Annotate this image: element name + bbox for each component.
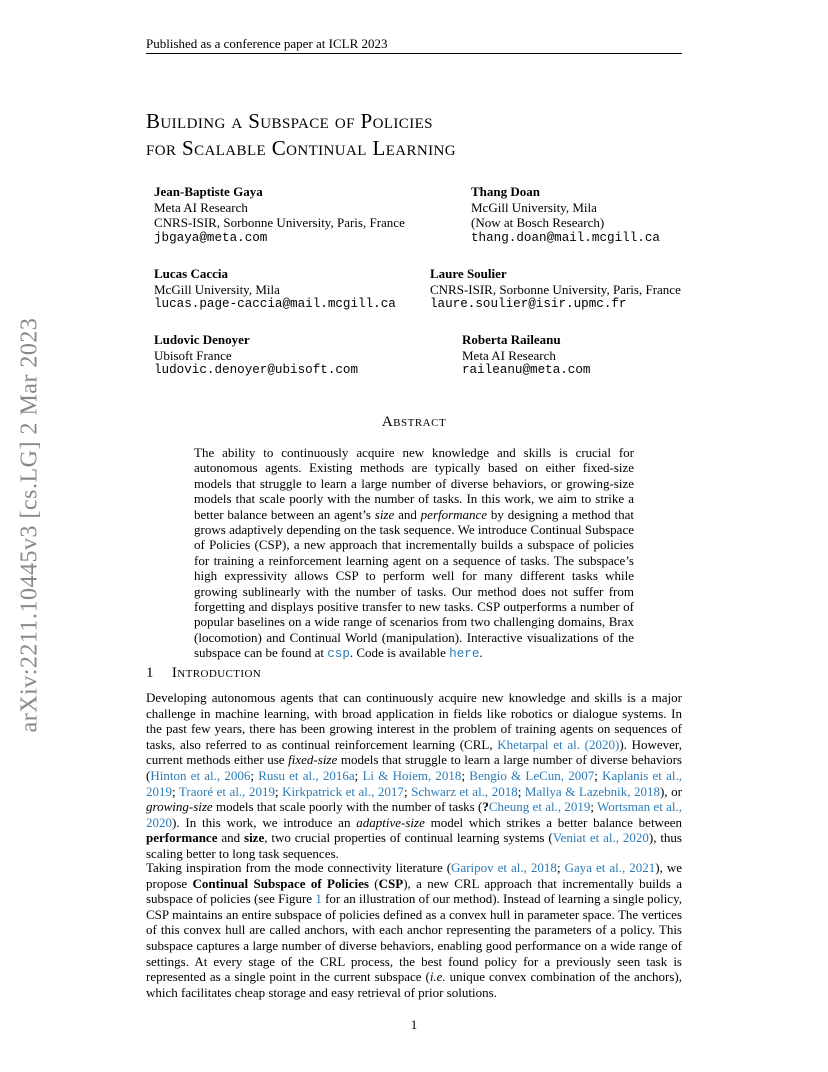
body-text: and xyxy=(217,830,245,846)
arxiv-stamp xyxy=(10,290,50,760)
citation-link[interactable]: Khetarpal et al. (2020) xyxy=(497,736,620,752)
body-text: Taking inspiration from the mode connectivity literature ( xyxy=(146,860,452,875)
author-name: Ludovic Denoyer xyxy=(154,332,250,347)
citation-link[interactable]: Hinton et al., 2006 xyxy=(150,767,251,783)
body-emphasis: growing-size xyxy=(146,799,213,815)
author-block xyxy=(462,332,590,379)
paper-title xyxy=(146,108,456,162)
author-name: Thang Doan xyxy=(471,184,540,199)
body-strong: size xyxy=(244,830,265,846)
citation-link[interactable]: Kaplanis et al., 2019 xyxy=(146,767,682,799)
abstract-body xyxy=(194,445,634,663)
author-affiliation: McGill University, Mila xyxy=(471,199,597,215)
abstract-heading: Abstract xyxy=(381,414,447,430)
code-link[interactable]: here xyxy=(449,647,480,662)
author-email[interactable]: lucas.page-caccia@mail.mcgill.ca xyxy=(154,297,396,311)
author-email[interactable]: ludovic.denoyer@ubisoft.com xyxy=(154,363,359,377)
author-affiliation: Meta AI Research xyxy=(462,347,556,363)
author-name: Jean-Baptiste Gaya xyxy=(154,184,263,199)
author-block xyxy=(154,332,358,379)
abstract-text: by designing a method that grows adaptively depending on the task sequence. We introduce Continual Subspace of Policies (CSP), a new approach that incrementally builds a subspace of policies for training a reinforcement learning agent on a sequence of tasks. The subspace’s high expressivity allows CSP to perform well for many different tasks while growing sublinearly with the number of tasks. Our method does not suffer from forgetting and displays positive transfer to new tasks. CSP outperforms a number of popular baselines on a wide range of scenarios from two challenging domains, Brax (locomotion) and Continual World (manipulation). Interactive visualizations of the subspace can be found at xyxy=(194,506,634,661)
body-text: ), we propose xyxy=(146,860,683,891)
intro-paragraph: Taking inspiration from the mode connectivity literature (Garipov et al., 2018; Gaya et al., 2021), we propose Continual Subspace of Policies (CSP), a new CRL approach that incrementally builds a subspace of policies (see Figure 1 for an illustration of our method). Instead of learning a single policy, CSP maintains an entire subspace of policies defined as a convex hull in parameter space. The vertices of this convex hull are called anchors, with each anchor representing the parameters of a policy. This subspace captures a large number of diverse behaviors, enabling good performance on a wide range of settings. At every stage of the CRL process, the best found policy for a previously seen task is represented as a single point in the current subspace (i.e. unique convex combination of the anchors), which facilitates cheap storage and easy retrieval of prior solutions. xyxy=(146,860,683,1000)
conference-header: Published as a conference paper at ICLR 2023 xyxy=(146,36,388,51)
body-text: ). However, current methods either use xyxy=(146,736,682,768)
body-text: ( xyxy=(368,875,379,891)
header-rule xyxy=(146,53,682,54)
intro-paragraph: Developing autonomous agents that can continuously acquire new knowledge and skills is a major challenge in machine learning, with broad application in fields like robotics or dialogue systems. In the past few years, there has been growing interest in the problem of training agents on sequences of tasks, also referred to as continual reinforcement learning (CRL, Khetarpal et al. (2020)). However, current methods either use fixed-size models that struggle to learn a large number of diverse behaviors (Hinton et al., 2006; Rusu et al., 2016a; Li & Hoiem, 2018; Bengio & LeCun, 2007; Kaplanis et al., 2019; Traoré et al., 2019; Kirkpatrick et al., 2017; Schwarz et al., 2018; Mallya & Lazebnik, 2018), or growing-size models that scale poorly with the number of tasks (?Cheung et al., 2019; Wortsman et al., 2020). In this work, we introduce an adaptive-size model which strikes a better balance between performance and size, two crucial properties of continual learning systems (Veniat et al., 2020), thus scaling better to long task sequences. xyxy=(146,690,682,861)
author-affiliation: Meta AI Research xyxy=(154,199,248,215)
body-strong: Continual Subspace of Policies xyxy=(192,875,369,891)
author-name: Lucas Caccia xyxy=(154,266,229,281)
author-name: Roberta Raileanu xyxy=(462,332,561,347)
arxiv-stamp-text: arXiv:2211.10445v3 [cs.LG] 2 Mar 2023 xyxy=(16,317,43,733)
author-name: Laure Soulier xyxy=(430,266,507,281)
title-line-1: Building a Subspace of Policies xyxy=(146,109,433,133)
body-emphasis: adaptive-size xyxy=(356,814,425,830)
citation-link[interactable]: Li & Hoiem, 2018 xyxy=(362,767,462,783)
abstract-emphasis: performance xyxy=(420,506,488,522)
body-text: ). In this work, we introduce an xyxy=(172,814,357,830)
author-email[interactable]: raileanu@meta.com xyxy=(462,363,591,377)
author-block xyxy=(430,266,681,313)
author-affiliation: Ubisoft France xyxy=(154,347,232,363)
section-number: 1 xyxy=(146,665,154,681)
author-email[interactable]: laure.soulier@isir.upmc.fr xyxy=(430,297,627,311)
author-block xyxy=(154,266,396,313)
abstract-text: . xyxy=(479,645,483,661)
citation-link[interactable]: Garipov et al., 2018 xyxy=(451,860,557,875)
title-line-2: for Scalable Continual Learning xyxy=(146,136,456,160)
body-text: unique convex combination of the anchors), which facilitates cheap storage and easy retrieval of prior solutions. xyxy=(146,969,682,1000)
author-block xyxy=(154,184,405,246)
section-heading xyxy=(146,665,261,682)
body-strong: performance xyxy=(146,830,218,846)
body-text: ), a new CRL approach that incrementally builds a subspace of policies (see Figure xyxy=(146,875,682,907)
citation-link[interactable]: Gaya et al., 2021 xyxy=(564,860,656,875)
body-text: models that scale poorly with the number of tasks ( xyxy=(212,799,483,815)
abstract-emphasis: size xyxy=(374,506,395,522)
author-affiliation: CNRS-ISIR, Sorbonne University, Paris, France xyxy=(430,281,681,297)
body-text: model which strikes a better balance between xyxy=(424,814,682,830)
body-text: for an illustration of our method). Instead of learning a single policy, CSP maintains an entire subspace of policies defined as a convex hull in parameter space. The vertices of this convex hull are called anchors, with each anchor representing the parameters of a policy. This subspace captures a large number of diverse behaviors, enabling good performance on a wide range of settings. At every stage of the CRL process, the best found policy for a previously seen task is represented as a single point in the current subspace ( xyxy=(146,891,682,985)
author-affiliation: CNRS-ISIR, Sorbonne University, Paris, France xyxy=(154,215,405,230)
body-emphasis: fixed-size xyxy=(288,752,338,768)
author-affiliation: McGill University, Mila xyxy=(154,281,280,297)
page-number: 1 xyxy=(410,1017,418,1032)
abstract-text: and xyxy=(394,506,421,522)
citation-link[interactable]: Rusu et al., 2016a xyxy=(258,767,355,783)
abstract-text: . Code is available xyxy=(349,645,450,661)
author-affiliation: (Now at Bosch Research) xyxy=(471,215,605,230)
citation-link[interactable]: Cheung et al., 2019 xyxy=(488,799,591,815)
csp-link[interactable]: csp xyxy=(327,647,350,662)
citation-link[interactable]: Traoré et al., 2019 xyxy=(178,783,275,799)
citation-link[interactable]: Veniat et al., 2020 xyxy=(552,830,649,846)
body-strong: CSP xyxy=(378,875,404,891)
author-email[interactable]: jbgaya@meta.com xyxy=(154,230,268,245)
body-text: models that struggle to learn a large number of diverse behaviors ( xyxy=(146,752,682,783)
figure-link[interactable]: 1 xyxy=(315,891,322,907)
author-block xyxy=(471,184,660,246)
citation-link[interactable]: Wortsman et al., 2020 xyxy=(146,799,682,830)
abstract-text: The ability to continuously acquire new knowledge and skills is crucial for autonomous agents. Existing methods are typically based on either fixed-size models that struggle to learn a large number of diverse behaviors, or growing-size models that scale poorly with the number of tasks. In this work, we aim to strike a better balance between an agent’s xyxy=(194,445,634,522)
author-email[interactable]: thang.doan@mail.mcgill.ca xyxy=(471,230,660,245)
citation-link[interactable]: Bengio & LeCun, 2007 xyxy=(469,767,595,783)
section-title: Introduction xyxy=(171,665,262,681)
citation-link[interactable]: Mallya & Lazebnik, 2018 xyxy=(524,783,661,799)
body-text: Developing autonomous agents that can continuously acquire new knowledge and skills is a major challenge in machine learning, with broad application in fields like robotics or dialogue systems. In the past few years, there has been growing interest in the problem of training agents on sequences of tasks, also referred to as continual reinforcement learning (CRL, xyxy=(146,690,682,752)
body-text: , two crucial properties of continual learning systems ( xyxy=(264,830,553,846)
body-text: ), or xyxy=(660,783,682,799)
body-text: ), thus scaling better to long task sequences. xyxy=(146,830,682,861)
citation-link[interactable]: Schwarz et al., 2018 xyxy=(411,783,518,799)
missing-citation: ? xyxy=(482,799,489,815)
citation-link[interactable]: Kirkpatrick et al., 2017 xyxy=(282,783,404,799)
body-emphasis: i.e. xyxy=(429,969,446,985)
